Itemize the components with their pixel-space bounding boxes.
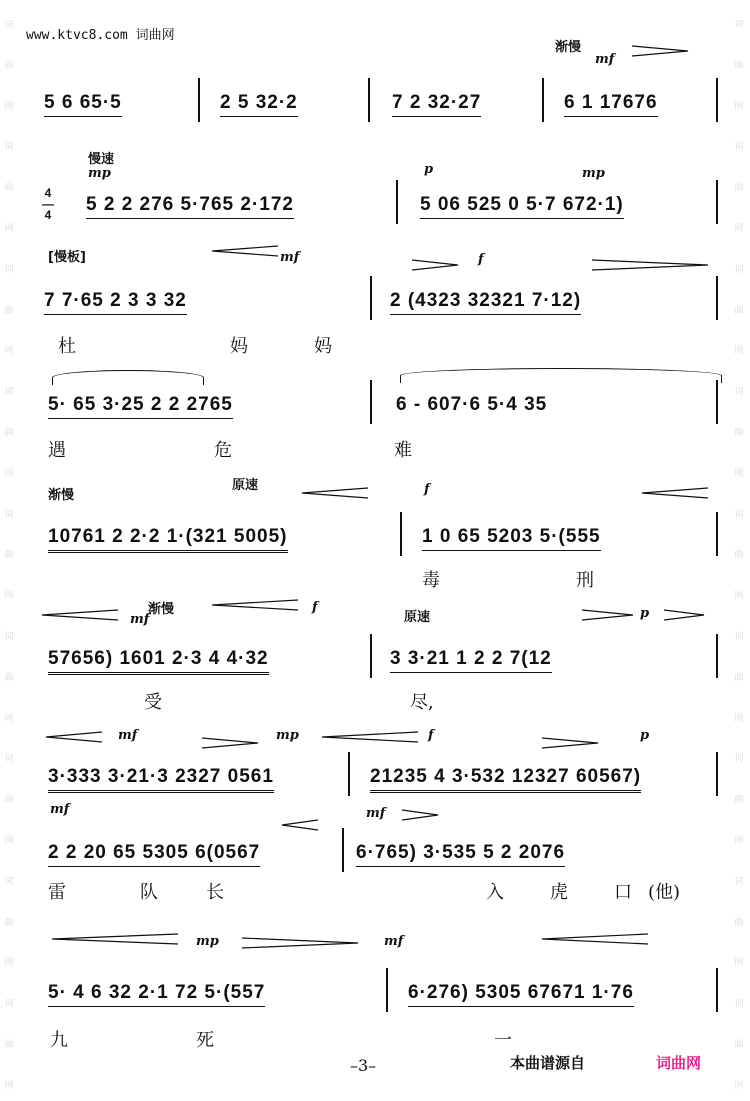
watermark-glyph: 网 bbox=[734, 223, 744, 234]
dynamic-mark: mf bbox=[384, 934, 404, 949]
lyric-char: 死 bbox=[196, 1030, 214, 1051]
dynamic-mark: mp bbox=[276, 728, 299, 743]
crescendo-hairpin bbox=[280, 818, 320, 832]
tempo-mark: 渐慢 bbox=[555, 40, 582, 55]
dynamic-mark: mf bbox=[118, 728, 138, 743]
watermark-glyph: 词 bbox=[734, 754, 744, 765]
watermark-glyph: 网 bbox=[4, 835, 14, 846]
measure-2: 6 - 607·6 5·4 35 bbox=[396, 394, 548, 415]
dynamic-mark: mf bbox=[595, 52, 615, 67]
lyric-char: (他) bbox=[648, 882, 681, 903]
lyric-char: 难 bbox=[394, 440, 412, 461]
barline bbox=[400, 512, 402, 556]
measure-2: 5 06 525 0 5·7 672·1) bbox=[420, 194, 624, 219]
watermark-glyph: 词 bbox=[4, 264, 14, 275]
watermark-strip-right bbox=[732, 20, 746, 1091]
measure-2: 21235 4 3·532 12327 60567) bbox=[370, 766, 641, 793]
measure-2: 2 (4323 32321 7·12) bbox=[390, 290, 581, 315]
barline bbox=[368, 78, 370, 122]
measure-1: 3·333 3·21·3 2327 0561 bbox=[48, 766, 274, 793]
watermark-glyph: 词 bbox=[4, 754, 14, 765]
lyric-char: 虎 bbox=[550, 882, 568, 903]
decrescendo-hairpin bbox=[662, 608, 706, 622]
decrescendo-hairpin bbox=[200, 736, 260, 750]
measure-1: 2 2 20 65 5305 6(0567 bbox=[48, 842, 260, 867]
page-number: –3– bbox=[350, 1056, 377, 1075]
measure-1: 10761 2 2·2 1·(321 5005) bbox=[48, 526, 288, 553]
barline bbox=[386, 968, 388, 1012]
watermark-glyph: 词 bbox=[734, 264, 744, 275]
crescendo-hairpin bbox=[50, 932, 180, 946]
watermark-glyph: 曲 bbox=[734, 60, 744, 71]
watermark-glyph: 词 bbox=[4, 20, 14, 30]
watermark-glyph: 曲 bbox=[4, 427, 14, 438]
watermark-glyph: 曲 bbox=[734, 183, 744, 194]
crescendo-hairpin bbox=[210, 244, 280, 258]
barline bbox=[716, 752, 718, 796]
lyric-char: 雷 bbox=[48, 882, 66, 903]
watermark-glyph: 词 bbox=[4, 509, 14, 520]
barline bbox=[716, 512, 718, 556]
barline bbox=[370, 634, 372, 678]
watermark-glyph: 网 bbox=[4, 223, 14, 234]
watermark-glyph: 词 bbox=[734, 876, 744, 887]
watermark-glyph: 词 bbox=[734, 20, 744, 30]
watermark-glyph: 网 bbox=[4, 713, 14, 724]
barline bbox=[370, 276, 372, 320]
lyric-char: 刑 bbox=[576, 570, 594, 591]
source-label: 本曲谱源自 bbox=[510, 1054, 586, 1072]
watermark-glyph: 曲 bbox=[4, 550, 14, 561]
watermark-glyph: 网 bbox=[4, 468, 14, 479]
barline bbox=[396, 180, 398, 224]
watermark-glyph: 曲 bbox=[4, 672, 14, 683]
lyric-char: 口 bbox=[614, 882, 632, 903]
dynamic-mark: mp bbox=[88, 166, 111, 181]
slur bbox=[52, 370, 204, 385]
watermark-glyph: 网 bbox=[734, 958, 744, 969]
watermark-glyph: 曲 bbox=[734, 305, 744, 316]
lyric-char: 受 bbox=[144, 692, 162, 713]
watermark-glyph: 词 bbox=[734, 631, 744, 642]
dynamic-mark: f bbox=[312, 600, 318, 615]
barline bbox=[716, 180, 718, 224]
watermark-glyph: 词 bbox=[734, 999, 744, 1010]
dynamic-mark: f bbox=[424, 482, 430, 497]
watermark-glyph: 网 bbox=[734, 346, 744, 357]
decrescendo-hairpin bbox=[580, 608, 635, 622]
watermark-glyph: 网 bbox=[4, 101, 14, 112]
tempo-mark: 渐慢 bbox=[48, 488, 75, 503]
tempo-mark: 原速 bbox=[404, 610, 431, 625]
watermark-glyph: 网 bbox=[734, 101, 744, 112]
watermark-strip-left bbox=[2, 20, 16, 1091]
watermark-glyph: 网 bbox=[734, 1080, 744, 1091]
barline bbox=[198, 78, 200, 122]
watermark-glyph: 词 bbox=[734, 142, 744, 153]
measure-1: 5· 65 3·25 2 2 2765 bbox=[48, 394, 233, 419]
measure-1: 5 2 2 276 5·765 2·172 bbox=[86, 194, 294, 219]
dynamic-mark: p bbox=[640, 728, 650, 743]
brand-logo[interactable]: 词曲网 bbox=[656, 1054, 702, 1072]
decrescendo-hairpin bbox=[410, 258, 460, 272]
measure-3: 7 2 32·27 bbox=[392, 92, 481, 117]
watermark-glyph: 曲 bbox=[4, 917, 14, 928]
lyric-char: 遇 bbox=[48, 440, 66, 461]
watermark-glyph: 词 bbox=[734, 509, 744, 520]
measure-1: 5· 4 6 32 2·1 72 5·(557 bbox=[48, 982, 265, 1007]
lyric-char: 尽, bbox=[410, 692, 434, 713]
lyric-char: 妈 bbox=[314, 336, 332, 357]
watermark-glyph: 网 bbox=[4, 958, 14, 969]
dynamic-mark: p bbox=[640, 606, 650, 621]
dynamic-mark: mf bbox=[280, 250, 300, 265]
dynamic-mark: f bbox=[428, 728, 434, 743]
tempo-mark: 渐慢 bbox=[148, 602, 175, 617]
crescendo-hairpin bbox=[540, 932, 650, 946]
watermark-glyph: 曲 bbox=[734, 917, 744, 928]
decrescendo-hairpin bbox=[630, 44, 690, 58]
measure-2: 1 0 65 5203 5·(555 bbox=[422, 526, 601, 551]
measure-2: 6·765) 3·535 5 2 2076 bbox=[356, 842, 565, 867]
lyric-char: 妈 bbox=[230, 336, 248, 357]
barline bbox=[716, 276, 718, 320]
watermark-glyph: 词 bbox=[4, 142, 14, 153]
barline bbox=[716, 968, 718, 1012]
measure-1: 7 7·65 2 3 3 32 bbox=[44, 290, 187, 315]
dynamic-mark: mf bbox=[130, 612, 150, 627]
dynamic-mark: mp bbox=[582, 166, 605, 181]
watermark-glyph: 词 bbox=[4, 631, 14, 642]
measure-2: 6·276) 5305 67671 1·76 bbox=[408, 982, 634, 1007]
site-url: www.ktvc8.com 词曲网 bbox=[26, 28, 175, 43]
slur bbox=[400, 368, 722, 383]
crescendo-hairpin bbox=[210, 598, 300, 612]
watermark-glyph: 曲 bbox=[4, 183, 14, 194]
watermark-glyph: 曲 bbox=[4, 305, 14, 316]
decrescendo-hairpin bbox=[240, 936, 360, 950]
watermark-glyph: 曲 bbox=[4, 795, 14, 806]
dynamic-mark: p bbox=[424, 162, 434, 177]
watermark-glyph: 曲 bbox=[734, 672, 744, 683]
tempo-mark: [慢板] bbox=[48, 250, 86, 265]
barline bbox=[370, 380, 372, 424]
watermark-glyph: 曲 bbox=[734, 795, 744, 806]
measure-1: 5 6 65·5 bbox=[44, 92, 122, 117]
watermark-glyph: 词 bbox=[734, 387, 744, 398]
watermark-glyph: 网 bbox=[734, 591, 744, 602]
lyric-char: 毒 bbox=[422, 570, 440, 591]
lyric-char: 杜 bbox=[58, 336, 76, 357]
watermark-glyph: 词 bbox=[4, 387, 14, 398]
crescendo-hairpin bbox=[40, 608, 120, 622]
time-signature: 4 — 4 bbox=[42, 186, 54, 222]
decrescendo-hairpin bbox=[590, 258, 710, 272]
dynamic-mark: mf bbox=[50, 802, 70, 817]
lyric-char: 入 bbox=[486, 882, 504, 903]
watermark-glyph: 曲 bbox=[4, 1039, 14, 1050]
barline bbox=[716, 380, 718, 424]
dynamic-mark: mp bbox=[196, 934, 219, 949]
watermark-glyph: 网 bbox=[4, 1080, 14, 1091]
measure-2: 3 3·21 1 2 2 7(12 bbox=[390, 648, 552, 673]
crescendo-hairpin bbox=[44, 730, 104, 744]
watermark-glyph: 网 bbox=[734, 468, 744, 479]
watermark-glyph: 曲 bbox=[734, 550, 744, 561]
measure-2: 2 5 32·2 bbox=[220, 92, 298, 117]
lyric-char: 长 bbox=[206, 882, 224, 903]
measure-4: 6 1 17676 bbox=[564, 92, 658, 117]
barline bbox=[716, 78, 718, 122]
watermark-glyph: 网 bbox=[734, 835, 744, 846]
decrescendo-hairpin bbox=[400, 808, 440, 822]
watermark-glyph: 网 bbox=[4, 591, 14, 602]
measure-1: 57656) 1601 2·3 4 4·32 bbox=[48, 648, 269, 675]
watermark-glyph: 网 bbox=[4, 346, 14, 357]
dynamic-mark: f bbox=[478, 252, 484, 267]
decrescendo-hairpin bbox=[540, 736, 600, 750]
watermark-glyph: 词 bbox=[4, 999, 14, 1010]
barline bbox=[348, 752, 350, 796]
watermark-glyph: 网 bbox=[734, 713, 744, 724]
barline bbox=[342, 828, 344, 872]
crescendo-hairpin bbox=[640, 486, 710, 500]
lyric-char: 危 bbox=[214, 440, 232, 461]
barline bbox=[542, 78, 544, 122]
tempo-mark: 原速 bbox=[232, 478, 259, 493]
barline bbox=[716, 634, 718, 678]
dynamic-mark: mf bbox=[366, 806, 386, 821]
lyric-char: 队 bbox=[140, 882, 158, 903]
lyric-char: 一 bbox=[494, 1030, 512, 1051]
crescendo-hairpin bbox=[300, 486, 370, 500]
crescendo-hairpin bbox=[320, 730, 420, 744]
lyric-char: 九 bbox=[50, 1030, 68, 1051]
watermark-glyph: 曲 bbox=[4, 60, 14, 71]
watermark-glyph: 曲 bbox=[734, 1039, 744, 1050]
watermark-glyph: 词 bbox=[4, 876, 14, 887]
tempo-mark: 慢速 bbox=[88, 152, 115, 167]
watermark-glyph: 曲 bbox=[734, 427, 744, 438]
